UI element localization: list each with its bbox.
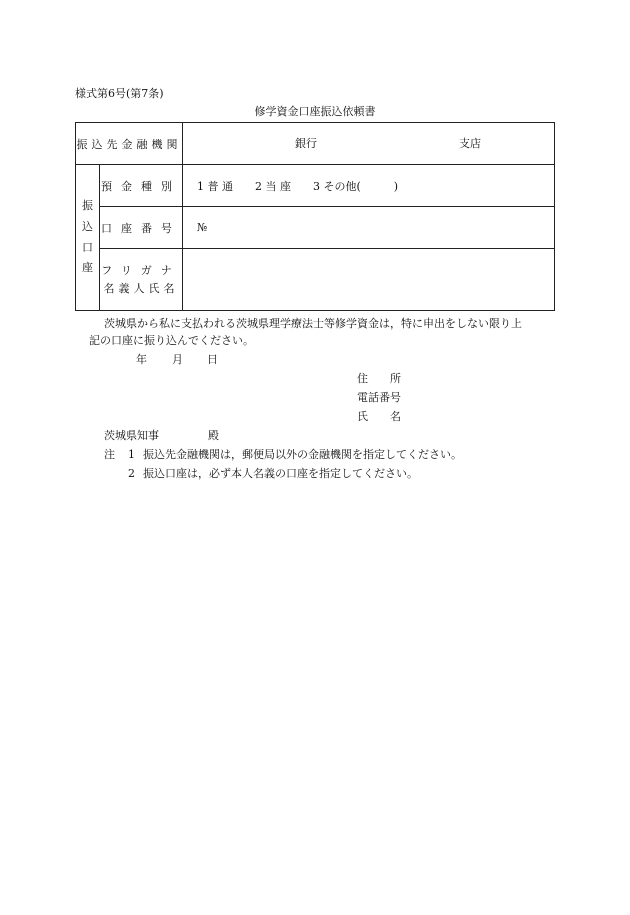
institution-label-cell	[76, 123, 183, 165]
bank-account-table	[75, 122, 555, 311]
bank-label: 銀行	[295, 137, 317, 150]
holder-label-cell	[100, 249, 183, 311]
note-1-text: 振込先金融機関は，郵便局以外の金融機関を指定してください。	[143, 448, 462, 461]
document-title: 修学資金口座振込依頼書	[254, 105, 376, 118]
date-month: 月	[172, 353, 183, 366]
account-number-label-cell	[100, 207, 183, 249]
account-group-char-1: 振	[82, 198, 93, 212]
institution-value-cell[interactable]	[183, 123, 555, 165]
account-group-char-3: 口	[82, 240, 93, 254]
body-text-line2: 記の口座に振り込んでください。	[89, 334, 254, 347]
addressee: 茨城県知事	[104, 429, 159, 442]
deposit-options[interactable]: 1 普 通 2 当 座 3 その他( )	[197, 179, 399, 193]
address-label: 住 所	[357, 372, 401, 385]
account-group-char-4: 座	[82, 261, 93, 275]
account-group-label	[76, 165, 100, 311]
note-1-number: 1	[128, 448, 135, 461]
phone-label: 電話番号	[357, 391, 401, 404]
date-year: 年	[136, 353, 147, 366]
form-number: 様式第6号(第7条)	[75, 87, 164, 100]
furigana-label: フリガナ	[101, 263, 181, 277]
account-number-prefix: №	[197, 221, 208, 234]
deposit-type-label-cell	[100, 165, 183, 207]
account-number-cell[interactable]	[183, 207, 555, 249]
account-group-char-2: 込	[82, 219, 93, 233]
notes-prefix: 注	[104, 448, 115, 461]
deposit-type-label: 預金種別	[101, 179, 181, 193]
branch-label: 支店	[459, 137, 481, 150]
holder-name-label: 名義人氏名	[103, 281, 179, 295]
date-day: 日	[207, 353, 218, 366]
note-2-text: 振込口座は，必ず本人名義の口座を指定してください。	[143, 467, 418, 480]
deposit-options-cell[interactable]	[183, 165, 555, 207]
body-text-line1: 茨城県から私に支払われる茨城県理学療法士等修学資金は，特に申出をしない限り上	[104, 317, 522, 330]
account-number-label: 口座番号	[101, 221, 181, 235]
name-label: 氏 名	[357, 410, 401, 423]
note-2-number: 2	[128, 467, 135, 480]
honorific: 殿	[208, 429, 219, 442]
holder-name-cell[interactable]	[183, 249, 555, 311]
institution-label: 振込先金融機関	[76, 137, 182, 151]
